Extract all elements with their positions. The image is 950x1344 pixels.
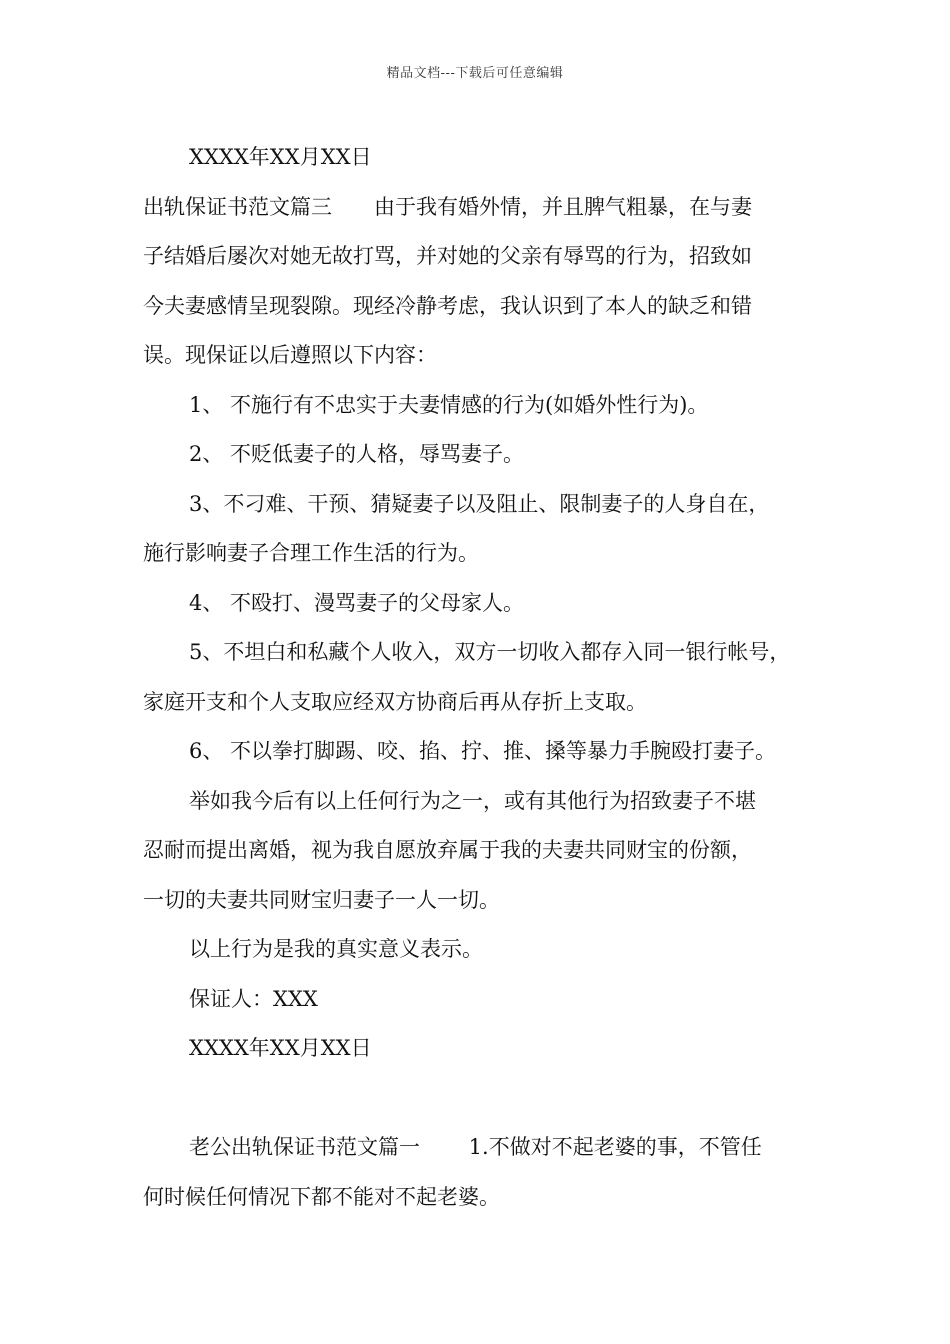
date-line: XXXX年XX月XX日 xyxy=(189,1036,372,1060)
paragraph-line: 忍耐而提出离婚，视为我自愿放弃属于我的夫妻共同财宝的份额， xyxy=(143,838,752,862)
list-item: 3、不刁难、干预、猜疑妻子以及阻止、限制妻子的人身自在， xyxy=(189,491,770,516)
paragraph-line: 何时候任何情况下都不能对不起老婆。 xyxy=(143,1184,500,1209)
paragraph-line: 出轨保证书范文篇三 由于我有婚外情，并且脾气粗暴，在与妻 xyxy=(143,194,752,219)
paragraph-line: 老公出轨保证书范文篇一 1.不做对不起老婆的事，不管任 xyxy=(189,1135,762,1159)
list-item: 2、 不贬低妻子的人格，辱骂妻子。 xyxy=(189,442,525,466)
document-body xyxy=(143,133,823,1222)
signature-line: 保证人：XXX xyxy=(189,986,318,1011)
list-item: 1、 不施行有不忠实于夫妻情感的行为(如婚外性行为)。 xyxy=(189,392,709,417)
date-line: XXXX年XX月XX日 xyxy=(189,145,372,169)
list-item-continuation: 施行影响妻子合理工作生活的行为。 xyxy=(143,541,479,565)
list-item: 6、 不以拳打脚踢、咬、掐、拧、推、搡等暴力手腕殴打妻子。 xyxy=(189,739,777,763)
paragraph-line: 今夫妻感情呈现裂隙。现经冷静考虑，我认识到了本人的缺乏和错 xyxy=(143,293,752,318)
page-header: 精品文档---下载后可任意编辑 xyxy=(386,66,564,81)
section-gap xyxy=(143,1074,823,1124)
list-item: 4、 不殴打、漫骂妻子的父母家人。 xyxy=(189,590,525,615)
list-item-continuation: 家庭开支和个人支取应经双方协商后再从存折上支取。 xyxy=(143,689,647,714)
paragraph-line: 子结婚后屡次对她无故打骂，并对她的父亲有辱骂的行为，招致如 xyxy=(143,244,752,268)
paragraph-line: 一切的夫妻共同财宝归妻子一人一切。 xyxy=(143,887,500,912)
list-item: 5、不坦白和私藏个人收入，双方一切收入都存入同一银行帐号， xyxy=(189,640,791,664)
paragraph-line: 举如我今后有以上任何行为之一，或有其他行为招致妻子不堪 xyxy=(189,788,756,813)
paragraph-line: 以上行为是我的真实意义表示。 xyxy=(189,937,483,961)
paragraph-line: 误。现保证以后遵照以下内容： xyxy=(143,343,437,367)
